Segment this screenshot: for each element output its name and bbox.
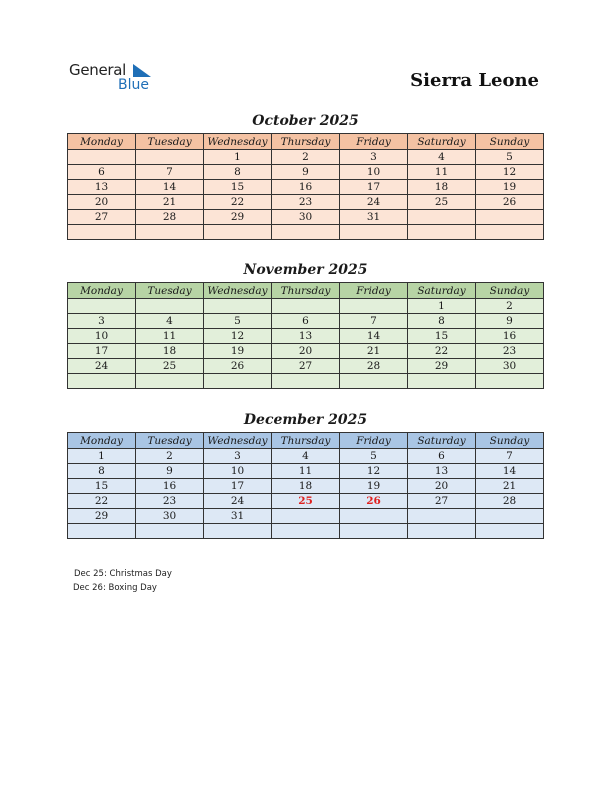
day-cell: 6 — [408, 449, 476, 464]
day-cell: 13 — [408, 464, 476, 479]
day-cell: 19 — [204, 344, 272, 359]
weekday-header-monday: Monday — [68, 283, 136, 299]
day-cell — [272, 509, 340, 524]
day-cell — [272, 225, 340, 240]
weekday-header-friday: Friday — [340, 283, 408, 299]
day-cell — [476, 374, 544, 389]
week-row — [68, 329, 544, 344]
day-cell: 3 — [68, 314, 136, 329]
day-cell — [340, 509, 408, 524]
weekday-header-thursday: Thursday — [272, 283, 340, 299]
day-cell — [204, 524, 272, 539]
day-cell: 17 — [204, 479, 272, 494]
day-cell: 24 — [204, 494, 272, 509]
day-cell: 30 — [272, 210, 340, 225]
weekday-header-thursday: Thursday — [272, 134, 340, 150]
day-cell: 24 — [340, 195, 408, 210]
day-cell: 18 — [408, 180, 476, 195]
day-cell: 31 — [204, 509, 272, 524]
day-cell: 12 — [476, 165, 544, 180]
week-row — [68, 344, 544, 359]
day-cell: 5 — [340, 449, 408, 464]
day-cell: 11 — [408, 165, 476, 180]
weekday-header-friday: Friday — [340, 134, 408, 150]
day-cell: 24 — [68, 359, 136, 374]
day-cell: 17 — [340, 180, 408, 195]
day-cell: 16 — [272, 180, 340, 195]
weekday-header-sunday: Sunday — [476, 283, 544, 299]
day-cell: 27 — [272, 359, 340, 374]
week-row — [68, 210, 544, 225]
day-cell — [204, 374, 272, 389]
day-cell: 30 — [476, 359, 544, 374]
week-row — [68, 494, 544, 509]
holiday-note: Dec 26: Boxing Day — [73, 583, 157, 593]
day-cell: 2 — [136, 449, 204, 464]
day-cell: 1 — [408, 299, 476, 314]
day-cell — [136, 524, 204, 539]
day-cell: 28 — [476, 494, 544, 509]
weekday-header-wednesday: Wednesday — [204, 134, 272, 150]
weekday-header-tuesday: Tuesday — [136, 433, 204, 449]
day-cell: 20 — [272, 344, 340, 359]
day-cell: 14 — [340, 329, 408, 344]
day-cell — [272, 524, 340, 539]
day-cell — [136, 374, 204, 389]
day-cell: 6 — [272, 314, 340, 329]
day-cell: 17 — [68, 344, 136, 359]
weekday-header-thursday: Thursday — [272, 433, 340, 449]
logo-blue-text: Blue — [118, 77, 149, 93]
day-cell: 21 — [476, 479, 544, 494]
weekday-header-saturday: Saturday — [408, 283, 476, 299]
day-cell: 5 — [476, 150, 544, 165]
day-cell: 22 — [204, 195, 272, 210]
day-cell — [68, 150, 136, 165]
day-cell: 16 — [476, 329, 544, 344]
week-row — [68, 150, 544, 165]
day-cell — [408, 524, 476, 539]
week-row — [68, 524, 544, 539]
week-row — [68, 374, 544, 389]
day-cell: 14 — [136, 180, 204, 195]
holiday-notes — [74, 567, 172, 595]
day-cell — [68, 299, 136, 314]
weekday-header-monday: Monday — [68, 134, 136, 150]
day-cell: 2 — [476, 299, 544, 314]
week-row — [68, 165, 544, 180]
weekday-header-row — [68, 134, 544, 150]
day-cell — [476, 524, 544, 539]
day-cell: 1 — [204, 150, 272, 165]
day-cell — [408, 509, 476, 524]
day-cell: 23 — [136, 494, 204, 509]
day-cell — [204, 225, 272, 240]
week-row — [68, 180, 544, 195]
day-cell: 11 — [272, 464, 340, 479]
holiday-note: Dec 25: Christmas Day — [74, 569, 172, 579]
day-cell — [136, 225, 204, 240]
day-cell: 8 — [204, 165, 272, 180]
day-cell: 2 — [272, 150, 340, 165]
day-cell: 19 — [476, 180, 544, 195]
weekday-header-wednesday: Wednesday — [204, 433, 272, 449]
day-cell: 4 — [136, 314, 204, 329]
day-cell: 10 — [68, 329, 136, 344]
week-row — [68, 464, 544, 479]
day-cell: 21 — [136, 195, 204, 210]
weekday-header-sunday: Sunday — [476, 134, 544, 150]
week-row — [68, 195, 544, 210]
day-cell: 12 — [340, 464, 408, 479]
week-row — [68, 314, 544, 329]
day-cell: 16 — [136, 479, 204, 494]
month-title-october: October 2025 — [252, 113, 359, 129]
day-cell: 7 — [340, 314, 408, 329]
weekday-header-tuesday: Tuesday — [136, 134, 204, 150]
calendar-november — [67, 282, 544, 389]
weekday-header-monday: Monday — [68, 433, 136, 449]
day-cell: 12 — [204, 329, 272, 344]
day-cell: 9 — [272, 165, 340, 180]
day-cell — [68, 524, 136, 539]
weekday-header-saturday: Saturday — [408, 134, 476, 150]
day-cell: 27 — [408, 494, 476, 509]
day-cell: 27 — [68, 210, 136, 225]
week-row — [68, 449, 544, 464]
day-cell: 18 — [136, 344, 204, 359]
day-cell: 3 — [340, 150, 408, 165]
day-cell — [340, 374, 408, 389]
logo-general-text: General — [69, 61, 127, 79]
day-cell: 8 — [408, 314, 476, 329]
day-cell: 9 — [476, 314, 544, 329]
day-cell — [68, 374, 136, 389]
day-cell: 26 — [476, 195, 544, 210]
week-row — [68, 509, 544, 524]
month-title-november: November 2025 — [243, 262, 368, 278]
day-cell: 1 — [68, 449, 136, 464]
day-cell: 15 — [408, 329, 476, 344]
week-row — [68, 299, 544, 314]
weekday-header-row — [68, 283, 544, 299]
weekday-header-row — [68, 433, 544, 449]
day-cell: 7 — [476, 449, 544, 464]
day-cell: 3 — [204, 449, 272, 464]
day-cell: 25 — [136, 359, 204, 374]
day-cell: 31 — [340, 210, 408, 225]
day-cell — [408, 210, 476, 225]
day-cell: 20 — [68, 195, 136, 210]
day-cell — [340, 225, 408, 240]
day-cell: 25 — [272, 494, 340, 509]
day-cell: 14 — [476, 464, 544, 479]
country-title: Sierra Leone — [410, 70, 539, 91]
day-cell: 6 — [68, 165, 136, 180]
day-cell: 7 — [136, 165, 204, 180]
day-cell: 10 — [340, 165, 408, 180]
day-cell — [476, 225, 544, 240]
brand-logo — [69, 61, 159, 97]
day-cell — [204, 299, 272, 314]
day-cell — [408, 225, 476, 240]
week-row — [68, 479, 544, 494]
day-cell: 10 — [204, 464, 272, 479]
day-cell: 29 — [68, 509, 136, 524]
day-cell — [68, 225, 136, 240]
calendar-december — [67, 432, 544, 539]
day-cell: 22 — [68, 494, 136, 509]
day-cell: 5 — [204, 314, 272, 329]
day-cell — [272, 374, 340, 389]
day-cell: 19 — [340, 479, 408, 494]
day-cell: 28 — [136, 210, 204, 225]
weekday-header-friday: Friday — [340, 433, 408, 449]
day-cell: 13 — [68, 180, 136, 195]
day-cell — [136, 299, 204, 314]
week-row — [68, 359, 544, 374]
day-cell: 9 — [136, 464, 204, 479]
day-cell: 30 — [136, 509, 204, 524]
day-cell — [408, 374, 476, 389]
weekday-header-sunday: Sunday — [476, 433, 544, 449]
day-cell: 22 — [408, 344, 476, 359]
day-cell — [476, 210, 544, 225]
logo-triangle-icon — [133, 64, 153, 78]
day-cell: 26 — [340, 494, 408, 509]
day-cell: 4 — [272, 449, 340, 464]
day-cell: 21 — [340, 344, 408, 359]
day-cell: 18 — [272, 479, 340, 494]
day-cell: 26 — [204, 359, 272, 374]
day-cell — [136, 150, 204, 165]
day-cell — [340, 524, 408, 539]
day-cell: 29 — [204, 210, 272, 225]
day-cell — [476, 509, 544, 524]
day-cell: 23 — [272, 195, 340, 210]
day-cell: 11 — [136, 329, 204, 344]
day-cell: 28 — [340, 359, 408, 374]
day-cell: 25 — [408, 195, 476, 210]
month-title-december: December 2025 — [243, 412, 368, 428]
day-cell: 29 — [408, 359, 476, 374]
day-cell: 13 — [272, 329, 340, 344]
weekday-header-tuesday: Tuesday — [136, 283, 204, 299]
day-cell — [272, 299, 340, 314]
day-cell: 20 — [408, 479, 476, 494]
day-cell: 23 — [476, 344, 544, 359]
day-cell: 15 — [68, 479, 136, 494]
calendar-october — [67, 133, 544, 240]
weekday-header-wednesday: Wednesday — [204, 283, 272, 299]
day-cell — [340, 299, 408, 314]
day-cell: 8 — [68, 464, 136, 479]
weekday-header-saturday: Saturday — [408, 433, 476, 449]
day-cell: 15 — [204, 180, 272, 195]
day-cell: 4 — [408, 150, 476, 165]
week-row — [68, 225, 544, 240]
